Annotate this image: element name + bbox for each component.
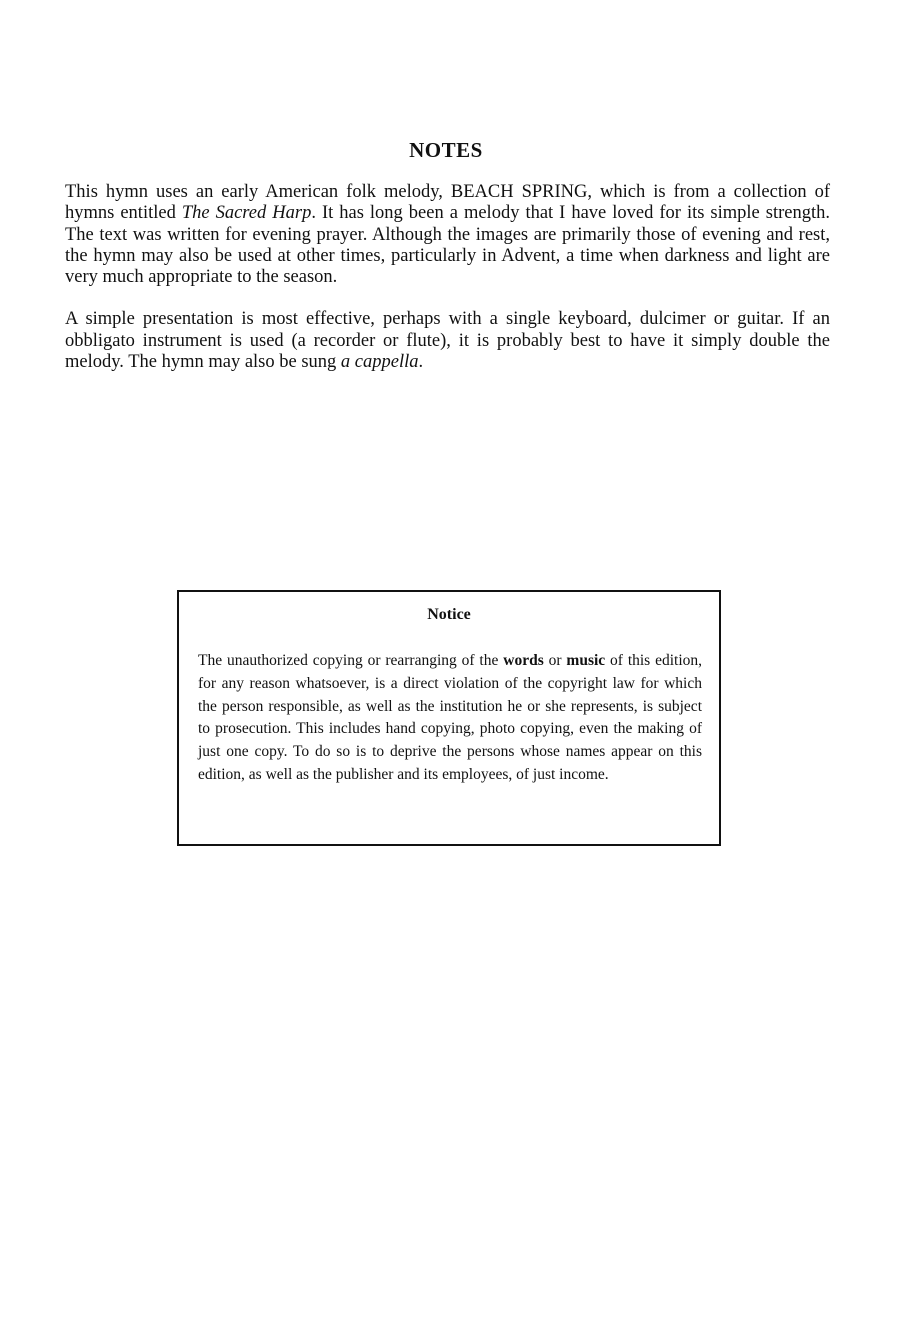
notice-bold-music: music: [566, 652, 606, 669]
notes-p1-text-3: . It has long been a melody that I have loved for its simple strength. The text was written for evening prayer. Although the images are primarily those of evening and rest, the hymn may also be used at other times, particularly in Advent, a time when darkness and light are very much appropriate to the season.: [65, 203, 830, 288]
notes-p1-text-1: This hymn uses an early American folk melody,: [65, 182, 451, 202]
collection-title: The Sacred Harp: [181, 203, 312, 224]
notice-text-1: The unauthorized copying or rearranging of the: [198, 652, 504, 669]
notes-body: [65, 182, 830, 373]
notice-text-2: or: [543, 652, 567, 669]
notes-paragraph-2: [65, 309, 830, 373]
copyright-notice-box: [177, 590, 721, 846]
notice-heading: Notice: [427, 606, 471, 623]
notes-paragraph-1: [65, 182, 830, 288]
notice-bold-words: words: [503, 652, 544, 669]
notes-p2-text-2: .: [418, 352, 424, 373]
a-cappella-term: a cappella: [340, 352, 419, 373]
notice-text-3: of this edition, for any reason whatsoever, is a direct violation of the copyright law for which the person responsible, as well as the institution he or she represents, is subject to prosecution. This includes hand copying, photo copying, even the making of just one copy. To do so is to deprive the persons whose names appear on this edition, as well as the publisher and its employees, of just income.: [198, 652, 703, 783]
notice-text: [198, 650, 702, 787]
notes-p1-text-2: , which is from a collection of hymns entitled: [65, 182, 831, 224]
tune-name: BEACH SPRING: [450, 182, 588, 202]
notes-p2-text-1: A simple presentation is most effective, perhaps with a single keyboard, dulcimer or guitar. If an obbligato instrument is used (a recorder or flute), it is probably best to have it simply double the melody. The hymn may also be sung: [65, 309, 830, 373]
notes-heading: NOTES: [409, 138, 483, 162]
